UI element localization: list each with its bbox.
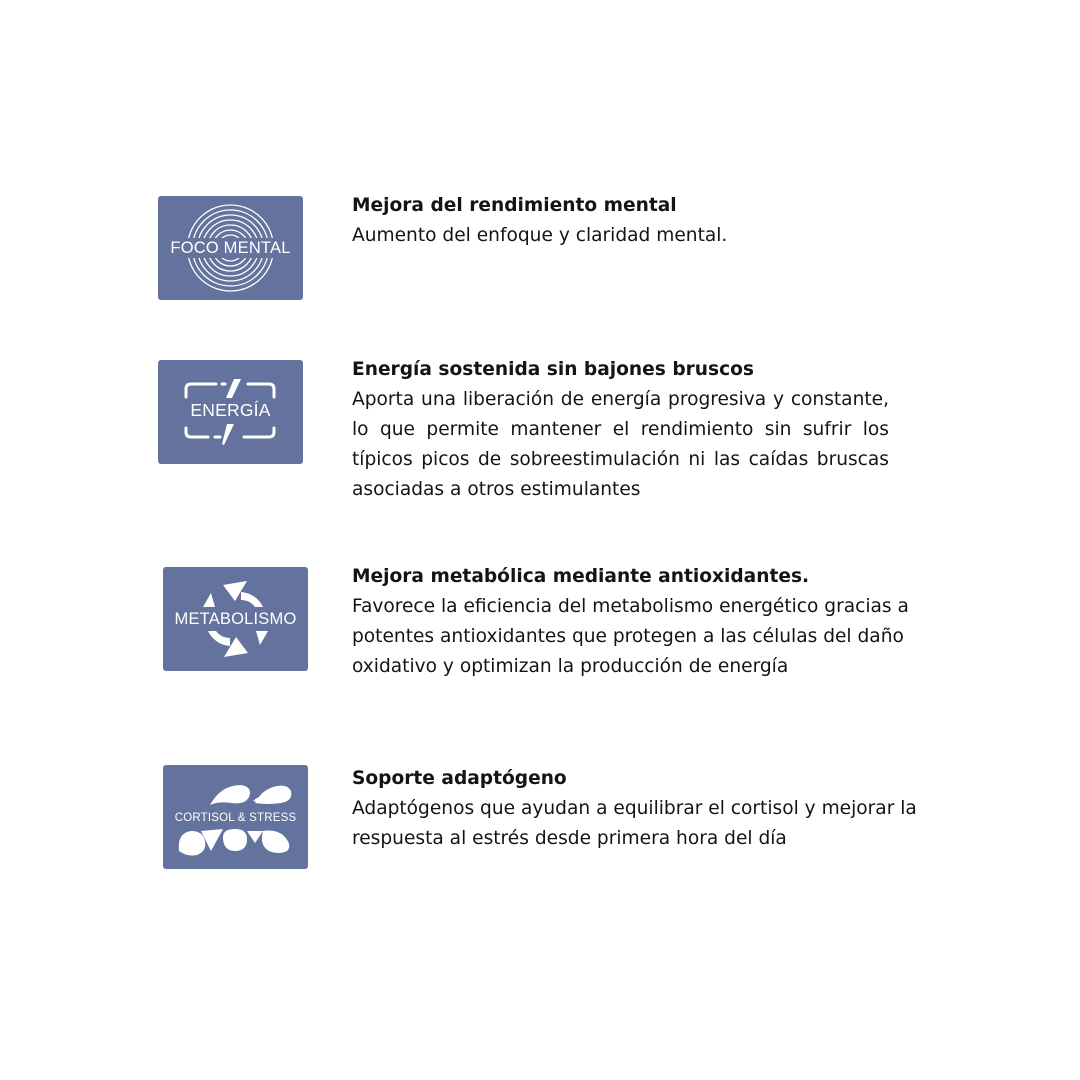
benefit-description: Aumento del enfoque y claridad mental. [352,225,728,246]
benefit-title: Soporte adaptógeno [352,768,567,789]
cortisol-stress-badge [163,765,308,869]
benefit-block [352,562,912,682]
energia-badge [158,360,303,464]
energia-label: ENERGÍA [190,400,271,420]
benefit-block [352,764,932,854]
benefit-block [352,191,892,251]
metabolismo-badge [163,567,308,671]
foco-mental-badge [158,196,303,300]
cortisol-stress-label: CORTISOL & STRESS [174,812,297,824]
metabolismo-label: METABOLISMO [174,610,297,628]
benefit-description: Favorece la eficiencia del metabolismo energético gracias a potentes antioxidantes que protegen a las células del daño oxidativo y optimizan la producción de energía [352,596,909,677]
benefit-title: Mejora del rendimiento mental [352,195,677,216]
benefit-description: Aporta una liberación de energía progresiva y constante, lo que permite mantener el rendimiento sin sufrir los típicos picos de sobreestimulación ni las caídas bruscas asociadas a otros estimulantes [352,389,889,500]
foco-mental-label: FOCO MENTAL [170,239,291,257]
benefit-description: Adaptógenos que ayudan a equilibrar el cortisol y mejorar la respuesta al estrés desde primera hora del día [352,798,917,849]
benefit-title: Mejora metabólica mediante antioxidantes. [352,566,810,587]
benefit-title: Energía sostenida sin bajones bruscos [352,359,754,380]
benefit-block [352,355,889,505]
